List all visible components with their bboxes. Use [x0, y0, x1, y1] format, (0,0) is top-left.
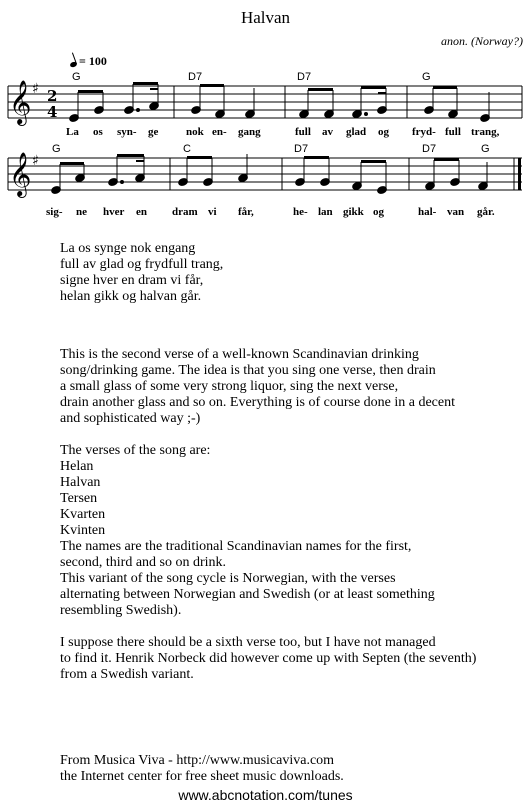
- chord-symbol: C: [183, 143, 191, 155]
- lyric-syllable: trang,: [471, 126, 500, 138]
- lyric-syllable: en-: [212, 126, 227, 138]
- lyric-syllable: glad: [346, 126, 367, 138]
- chord-symbol: D7: [422, 143, 437, 155]
- footer-link[interactable]: www.abcnotation.com/tunes: [178, 787, 353, 803]
- description-text: [60, 347, 476, 683]
- lyric-syllable: sig-: [46, 206, 63, 218]
- description-line: resembling Swedish).: [60, 603, 182, 618]
- lyric-syllable: og: [378, 126, 389, 138]
- chord-symbol: G: [72, 71, 81, 83]
- lyric-syllable: hver: [103, 206, 125, 218]
- chord-symbol: G: [481, 143, 490, 155]
- treble-clef-icon: 𝄞: [9, 152, 32, 196]
- poem-line: signe hver en dram vi får,: [60, 273, 204, 288]
- poem-text: [60, 241, 223, 305]
- description-line: [60, 427, 476, 443]
- tune-title: Halvan: [240, 8, 291, 27]
- treble-clef-icon: 𝄞: [9, 80, 32, 124]
- sharp-icon: ♯: [32, 153, 39, 169]
- lyric-syllable: gikk: [343, 206, 364, 218]
- lyric-syllable: ne: [76, 206, 87, 218]
- description-line: Helan: [60, 459, 94, 474]
- description-line: This variant of the song cycle is Norwegian, with the verses: [60, 571, 396, 586]
- lyric-syllable: he-: [293, 206, 308, 218]
- lyric-syllable: gang: [238, 126, 261, 138]
- lyric-syllable: hal-: [418, 206, 437, 218]
- time-signature-bottom: 4: [47, 103, 58, 121]
- time-signature-top: 2: [47, 87, 58, 105]
- description-line: The names are the traditional Scandinavian names for the first,: [60, 539, 412, 554]
- description-line: The verses of the song are:: [60, 443, 211, 458]
- chord-symbol: G: [52, 143, 61, 155]
- source-text: [60, 753, 344, 785]
- poem-line: full av glad og frydfull trang,: [60, 257, 224, 272]
- lyric-syllable: lan: [318, 206, 333, 218]
- poem-line: helan gikk og halvan går.: [60, 289, 202, 304]
- source-line: the Internet center for free sheet music downloads.: [60, 769, 344, 784]
- lyric-syllable: full: [445, 126, 461, 138]
- description-line: and sophisticated way ;-): [60, 411, 201, 426]
- lyric-syllable: full: [295, 126, 311, 138]
- description-line: a small glass of some very strong liquor, sing the next verse,: [60, 379, 399, 394]
- lyric-syllable: nok: [186, 126, 204, 138]
- lyric-syllable: van: [447, 206, 465, 218]
- source-line: From Musica Viva - http://www.musicaviva.com: [60, 753, 335, 768]
- description-line: Kvarten: [60, 507, 106, 522]
- description-line: Halvan: [60, 475, 101, 490]
- lyric-syllable: får,: [238, 206, 254, 218]
- description-line: I suppose there should be a sixth verse too, but I have not managed: [60, 635, 436, 650]
- lyric-syllable: fryd-: [412, 126, 436, 138]
- description-line: Tersen: [60, 491, 98, 506]
- description-line: [60, 619, 476, 635]
- lyric-syllable: La: [66, 126, 79, 138]
- chord-symbol: D7: [294, 143, 309, 155]
- description-line: song/drinking game. The idea is that you sing one verse, then drain: [60, 363, 436, 378]
- lyric-syllable: ge: [148, 126, 159, 138]
- description-line: Kvinten: [60, 523, 106, 538]
- lyric-syllable: en: [136, 206, 147, 218]
- description-line: drain another glass and so on. Everything is of course done in a decent: [60, 395, 456, 410]
- sheet-music: [0, 0, 531, 230]
- description-line: from a Swedish variant.: [60, 667, 194, 682]
- lyric-syllable: dram: [172, 206, 198, 218]
- description-line: This is the second verse of a well-known Scandinavian drinking: [60, 347, 419, 362]
- chord-symbol: D7: [297, 71, 312, 83]
- lyric-syllable: syn-: [117, 126, 137, 138]
- chord-symbol: G: [422, 71, 431, 83]
- lyric-syllable: vi: [208, 206, 217, 218]
- sharp-icon: ♯: [32, 81, 39, 97]
- lyric-syllable: går.: [477, 206, 495, 218]
- composer: anon. (Norway?): [441, 34, 523, 48]
- poem-line: La os synge nok engang: [60, 241, 196, 256]
- description-line: second, third and so on drink.: [60, 555, 227, 570]
- description-line: alternating between Norwegian and Swedish (or at least something: [60, 587, 435, 602]
- lyric-syllable: os: [93, 126, 103, 138]
- lyric-syllable: og: [373, 206, 384, 218]
- chord-symbol: D7: [188, 71, 203, 83]
- description-line: to find it. Henrik Norbeck did however come up with Septen (the seventh): [60, 651, 477, 666]
- lyric-syllable: av: [322, 126, 333, 138]
- tempo-value: = 100: [79, 54, 107, 68]
